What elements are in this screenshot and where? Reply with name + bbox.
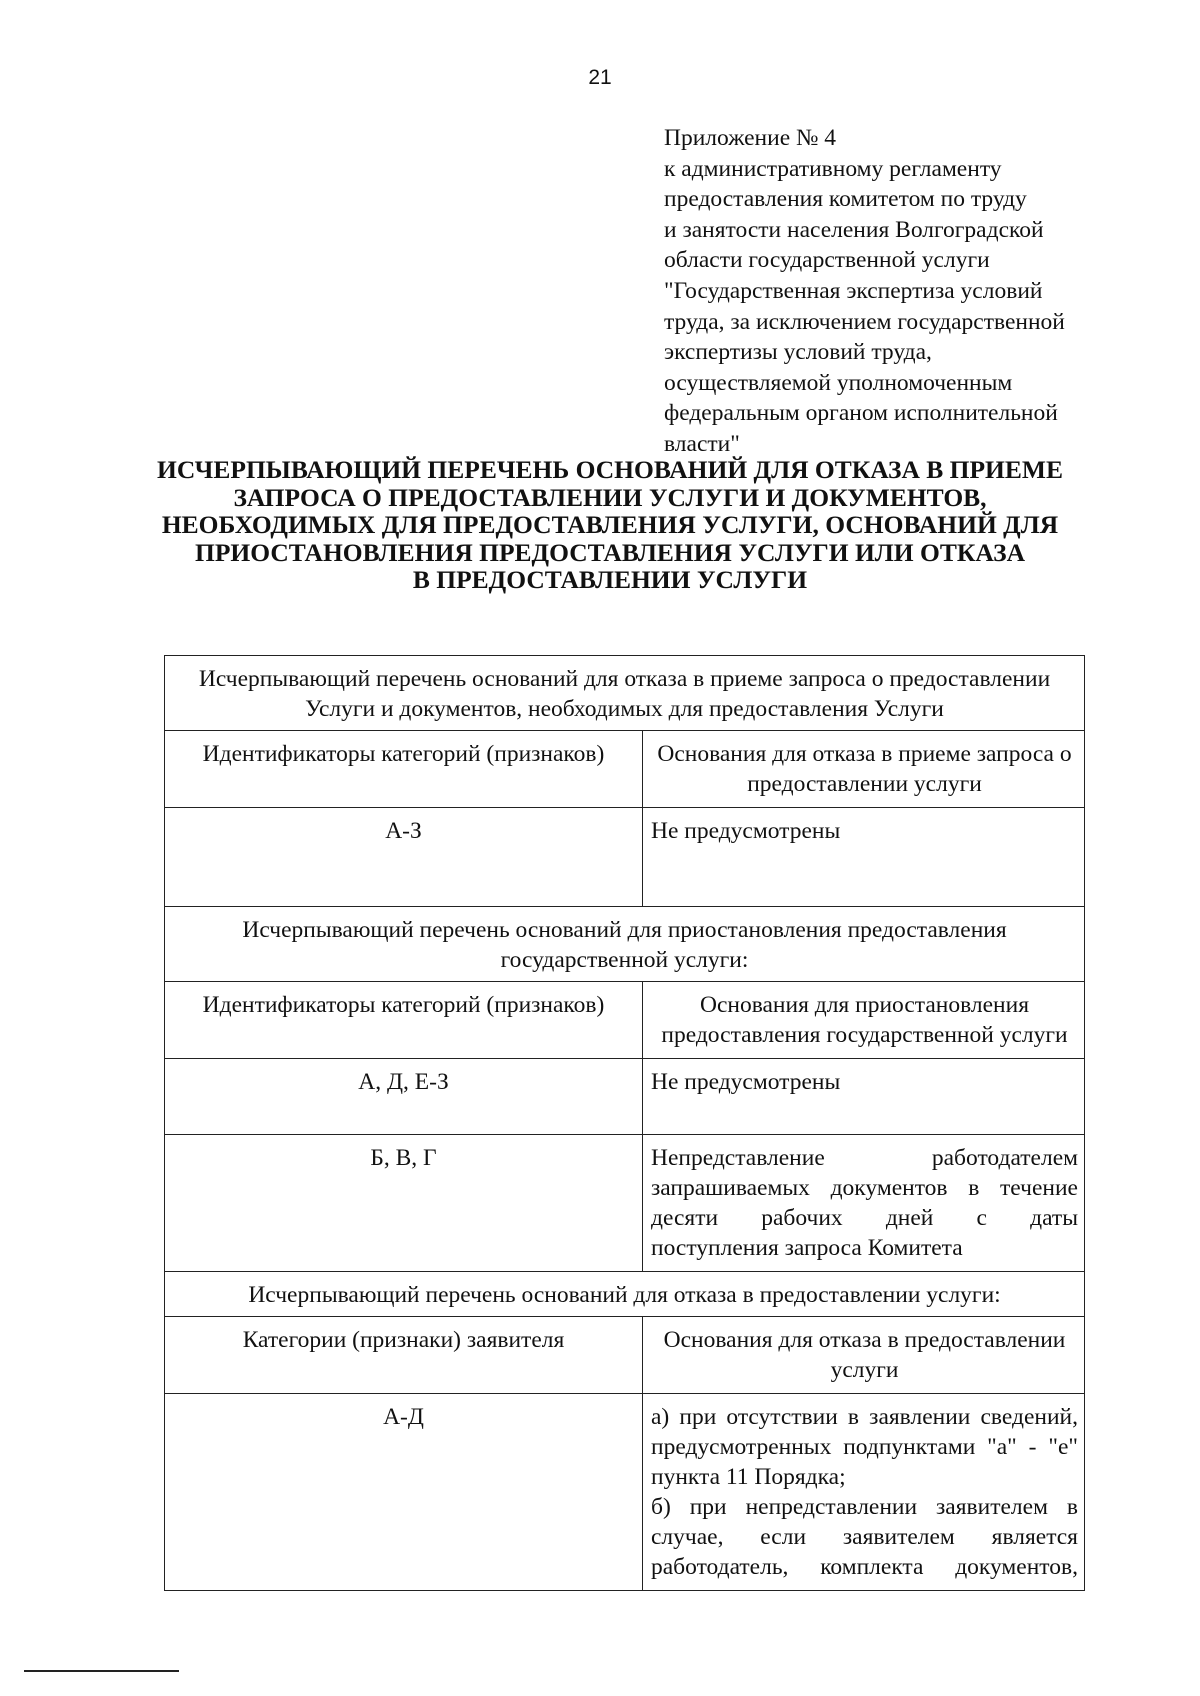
heading-line: НЕОБХОДИМЫХ ДЛЯ ПРЕДОСТАВЛЕНИЯ УСЛУГИ, ОСНОВАНИЙ ДЛЯ bbox=[161, 510, 1059, 539]
section-title-suspension: Исчерпывающий перечень оснований для приостановления предоставления государственной услуги: bbox=[165, 907, 1085, 982]
grounds-line: предусмотренных подпунктами "а" - "е" bbox=[651, 1434, 1078, 1460]
appendix-block bbox=[664, 123, 1124, 460]
grounds-line: пункта 11 Порядка; bbox=[651, 1464, 846, 1490]
section-title-refusal-acceptance: Исчерпывающий перечень оснований для отказа в приеме запроса о предоставлении Услуги и документов, необходимых для предоставления Услуги bbox=[165, 656, 1085, 731]
table-header-row bbox=[165, 1317, 1085, 1394]
grounds-table bbox=[164, 655, 1085, 1591]
heading-line: В ПРЕДОСТАВЛЕНИИ УСЛУГИ bbox=[412, 565, 808, 594]
header-cell-grounds: Основания для отказа в предоставлении услуги bbox=[643, 1317, 1085, 1393]
appendix-line: "Государственная экспертиза условий bbox=[664, 277, 1043, 304]
section-title-refusal-service: Исчерпывающий перечень оснований для отказа в предоставлении услуги: bbox=[165, 1272, 1085, 1317]
appendix-line: экспертизы условий труда, bbox=[664, 339, 932, 366]
table-header-row bbox=[165, 982, 1085, 1059]
grounds-line: а) при отсутствии в заявлении сведений, bbox=[651, 1404, 1078, 1430]
grounds-cell: Не предусмотрены bbox=[643, 1059, 1085, 1134]
table-header-row bbox=[165, 731, 1085, 808]
appendix-line: предоставления комитетом по труду bbox=[664, 186, 1027, 213]
table-row bbox=[165, 1135, 1085, 1272]
appendix-line: осуществляемой уполномоченным bbox=[664, 369, 1013, 396]
heading-line: ПРИОСТАНОВЛЕНИЯ ПРЕДОСТАВЛЕНИЯ УСЛУГИ ИЛИ ОТКАЗА bbox=[195, 537, 1025, 567]
document-heading bbox=[120, 456, 1100, 594]
grounds-cell: Не предусмотрены bbox=[643, 808, 1085, 906]
footnote-separator bbox=[24, 1670, 179, 1672]
appendix-line: власти" bbox=[664, 430, 740, 457]
header-cell-applicant-categories: Категории (признаки) заявителя bbox=[165, 1317, 643, 1393]
grounds-line: случае, если заявителем является bbox=[651, 1524, 1078, 1550]
category-cell: А-Д bbox=[165, 1394, 643, 1590]
header-cell-categories: Идентификаторы категорий (признаков) bbox=[165, 731, 643, 807]
heading-line: ЗАПРОСА О ПРЕДОСТАВЛЕНИИ УСЛУГИ И ДОКУМЕНТОВ, bbox=[233, 482, 987, 512]
appendix-line: области государственной услуги bbox=[664, 247, 990, 274]
grounds-cell bbox=[643, 1394, 1085, 1590]
header-cell-grounds: Основания для приостановления предоставления государственной услуги bbox=[643, 982, 1085, 1058]
grounds-line: десяти рабочих дней с даты bbox=[651, 1205, 1078, 1231]
page-number: 21 bbox=[588, 66, 612, 89]
grounds-line: Непредставление работодателем bbox=[651, 1145, 1078, 1171]
table-row bbox=[165, 808, 1085, 907]
header-cell-grounds: Основания для отказа в приеме запроса о предоставлении услуги bbox=[643, 731, 1085, 807]
table-row bbox=[165, 1059, 1085, 1135]
grounds-line: работодатель, комплекта документов, bbox=[651, 1554, 1078, 1580]
category-cell: А, Д, Е-З bbox=[165, 1059, 643, 1134]
appendix-line: федеральным органом исполнительной bbox=[664, 400, 1058, 427]
category-cell: Б, В, Г bbox=[165, 1135, 643, 1271]
appendix-line: к административному регламенту bbox=[664, 155, 1002, 182]
category-cell: А-З bbox=[165, 808, 643, 906]
header-cell-categories: Идентификаторы категорий (признаков) bbox=[165, 982, 643, 1058]
grounds-line: поступления запроса Комитета bbox=[651, 1235, 963, 1261]
grounds-line: запрашиваемых документов в течение bbox=[651, 1175, 1078, 1201]
table-row bbox=[165, 1394, 1085, 1591]
appendix-line: Приложение № 4 bbox=[664, 125, 837, 151]
heading-line: ИСЧЕРПЫВАЮЩИЙ ПЕРЕЧЕНЬ ОСНОВАНИЙ ДЛЯ ОТКАЗА В ПРИЕМЕ bbox=[157, 455, 1063, 484]
grounds-line: б) при непредставлении заявителем в bbox=[651, 1494, 1078, 1520]
grounds-cell bbox=[643, 1135, 1085, 1271]
appendix-line: труда, за исключением государственной bbox=[664, 308, 1065, 335]
appendix-line: и занятости населения Волгоградской bbox=[664, 216, 1044, 243]
